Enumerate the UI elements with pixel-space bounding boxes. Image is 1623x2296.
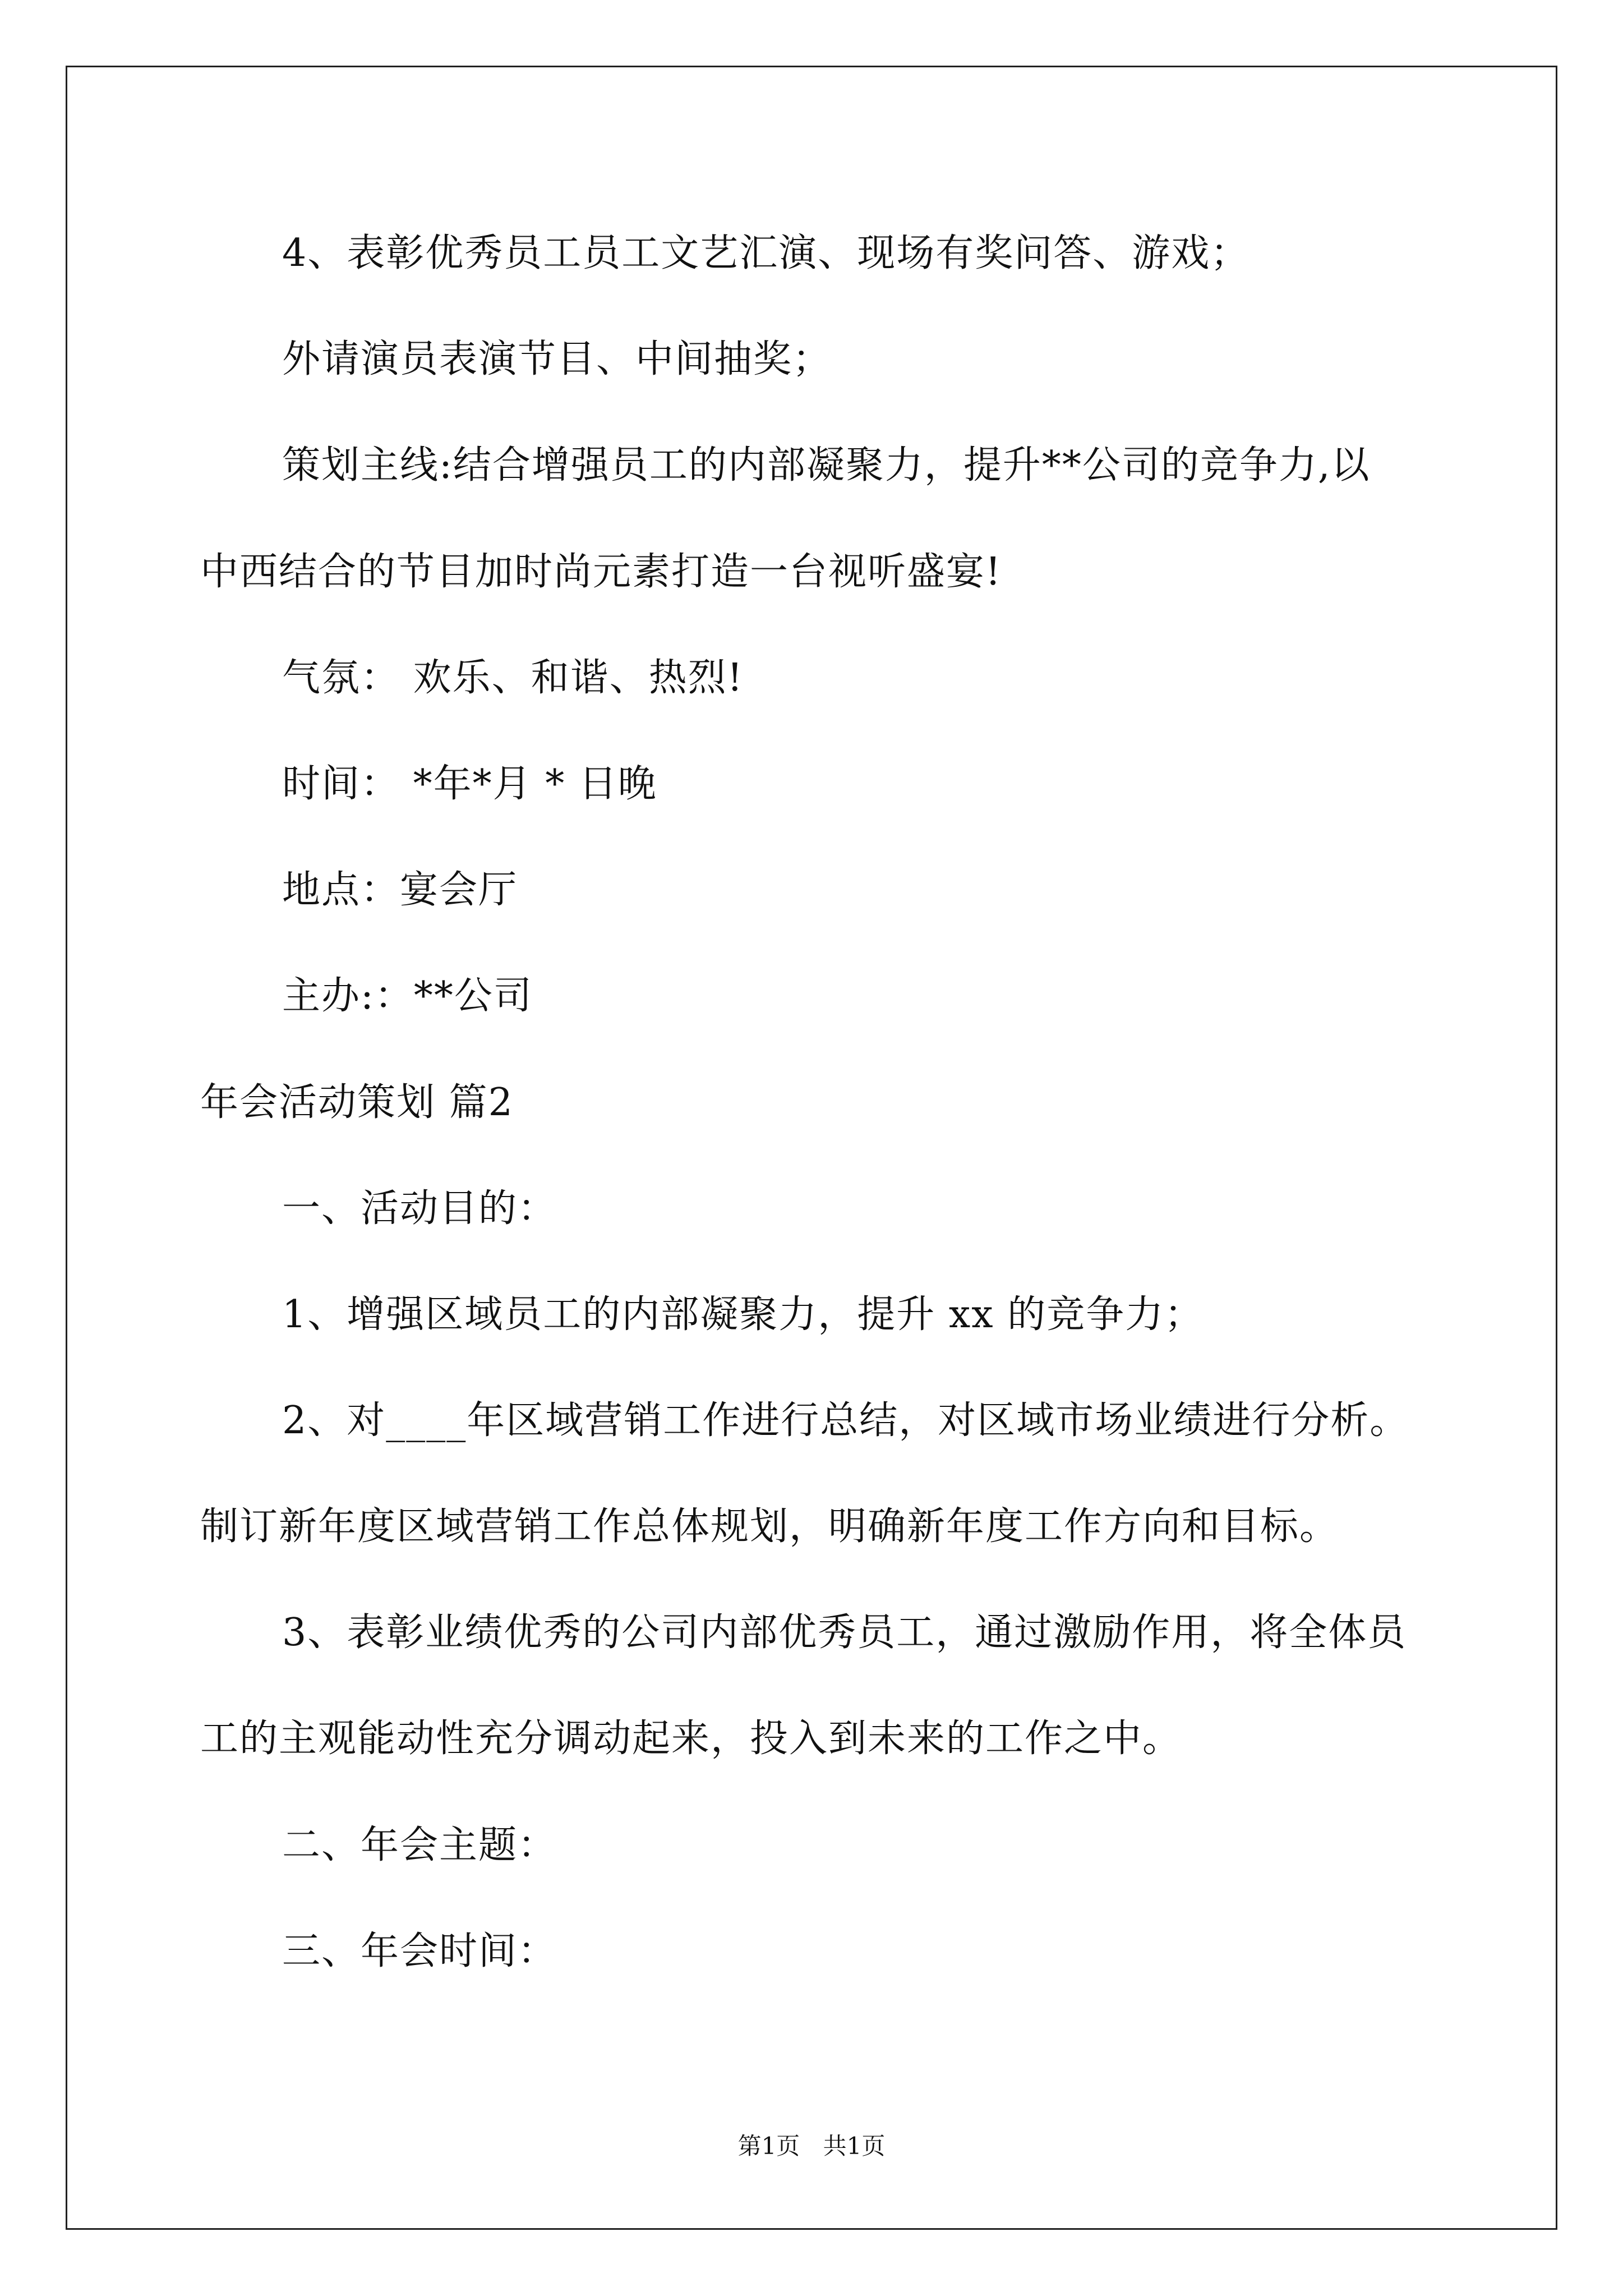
page-footer: [0, 2134, 1623, 2158]
paragraph-line: 气氛： 欢乐、和谐、热烈!: [282, 656, 744, 700]
paragraph-line: 2、对____年区域营销工作进行总结，对区域市场业绩进行分析。: [282, 1398, 1409, 1443]
paragraph-line: 二、年会主题：: [282, 1823, 557, 1867]
page-current-label: 第1页: [737, 2132, 800, 2160]
paragraph-line: 三、年会时间：: [282, 1929, 557, 1973]
paragraph-line: 时间： *年*月 * 日晚: [282, 762, 657, 806]
paragraph-line: 主办:：**公司: [282, 974, 533, 1018]
paragraph-line: 制订新年度区域营销工作总体规划，明确新年度工作方向和目标。: [200, 1504, 1339, 1549]
paragraph-line: 地点：宴会厅: [282, 868, 518, 912]
page-border: [66, 66, 1557, 2230]
paragraph-line: 中西结合的节目加时尚元素打造一台视听盛宴!: [200, 550, 1002, 594]
paragraph-line: 3、表彰业绩优秀的公司内部优秀员工，通过激励作用，将全体员: [282, 1611, 1407, 1655]
paragraph-line: 策划主线:结合增强员工的内部凝聚力，提升**公司的竞争力,以: [282, 443, 1371, 487]
section-heading: 年会活动策划 篇2: [200, 1080, 514, 1125]
paragraph-line: 4、表彰优秀员工员工文艺汇演、现场有奖问答、游戏；: [282, 231, 1250, 275]
paragraph-line: 一、活动目的：: [282, 1186, 557, 1231]
paragraph-line: 外请演员表演节目、中间抽奖；: [282, 337, 832, 381]
paragraph-line: 1、增强区域员工的内部凝聚力，提升 xx 的竞争力；: [282, 1292, 1204, 1337]
paragraph-line: 工的主观能动性充分调动起来，投入到未来的工作之中。: [200, 1717, 1182, 1761]
page-total-label: 共1页: [823, 2132, 886, 2160]
